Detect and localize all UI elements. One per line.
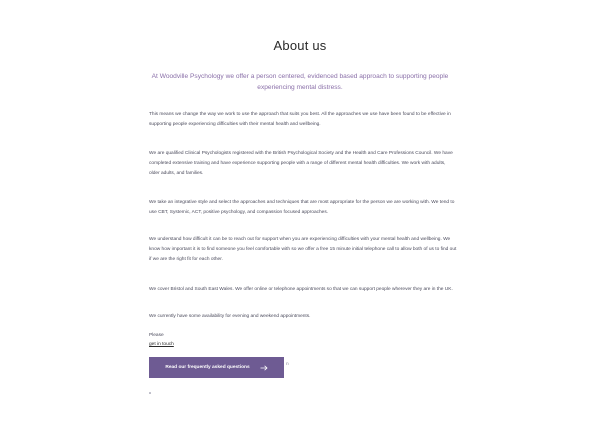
stray-text: n <box>286 362 289 367</box>
decorative-dot <box>149 392 151 394</box>
paragraph-approach: This means we change the way we work to use the approach that suits you best. All the approaches we use have been found to be effective in supporting people experiencing difficulties with their mental health and wellbeing. <box>149 112 451 127</box>
page-title: About us <box>273 38 327 53</box>
paragraph-free-call: We understand how difficult it can be to reach out for support when you are experiencing difficulties with your mental health and wellbeing. We know how important it is to find someone you feel comfortable with so we offer a free 15 minute initial telephone call to allow both of us to find out if we are the right fit for each other. <box>149 237 457 262</box>
paragraph-integrative-style: We take an integrative style and select the approaches and techniques that are most appropriate for the person we are working with. We tend to use CBT, Systemic, ACT, positive psychology, and compassion focused approaches. <box>149 200 455 215</box>
paragraph-coverage: We cover Bristol and South East Wales. We offer online or telephone appointments so that we can support people wherever they are in the UK. <box>149 287 453 292</box>
intro-text: At Woodville Psychology we offer a person centered, evidenced based approach to supporting people experiencing mental distress. <box>151 73 449 91</box>
paragraph-qualifications: We are qualified Clinical Psychologists registered with the British Psychological Society and the Health and Care Professions Council. We have completed extensive training and have experience supporting people with a range of different mental health difficulties. We work with adults, older adults, and families. <box>149 151 453 176</box>
faq-button[interactable] <box>149 357 284 378</box>
get-in-touch-link[interactable]: get in touch <box>149 342 174 347</box>
faq-button-label: Read our frequently asked questions <box>165 365 250 370</box>
arrow-right-icon <box>260 365 268 371</box>
contact-prefix: Please <box>149 333 164 338</box>
paragraph-availability: We currently have some availability for evening and weekend appointments. <box>149 314 311 319</box>
